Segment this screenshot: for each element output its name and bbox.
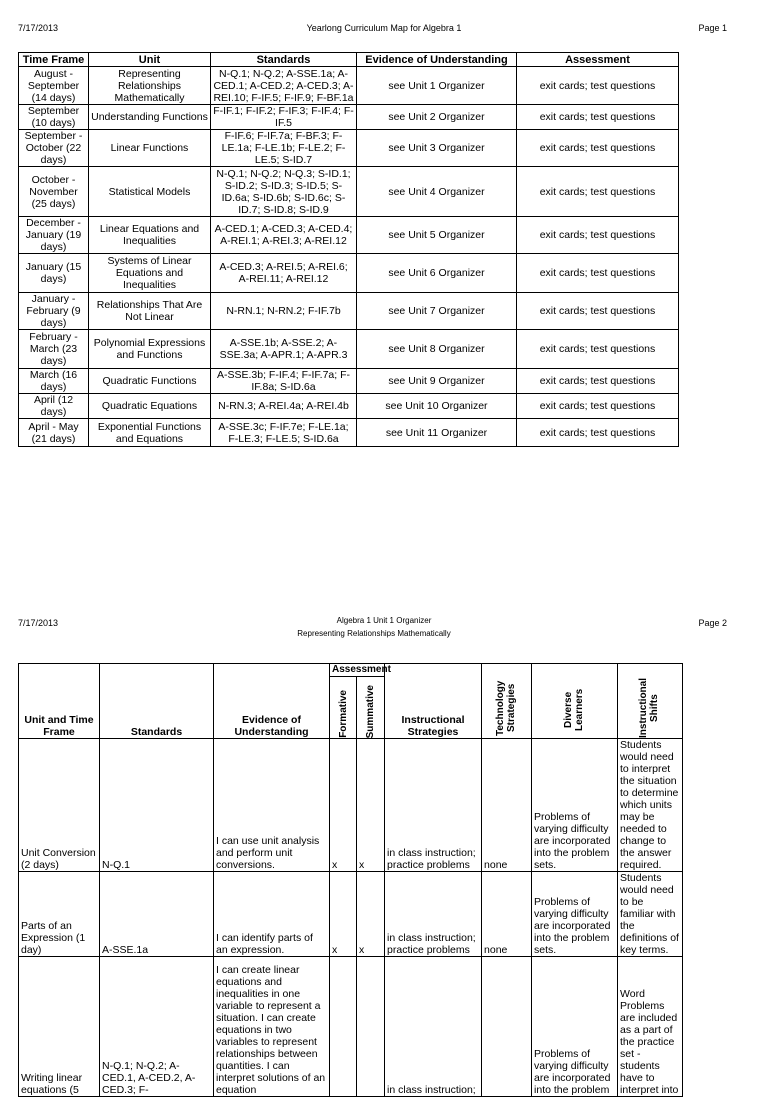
table-row: [19, 394, 679, 419]
page1-title: Yearlong Curriculum Map for Algebra 1: [306, 23, 462, 33]
cell-evidence: I can identify parts of an expression.: [214, 872, 330, 957]
cell-unit: Polynomial Expressions and Functions: [89, 330, 211, 369]
cell-assessment: exit cards; test questions: [517, 293, 679, 330]
cell-diverse: Problems of varying difficulty are incorporated into the problem: [532, 957, 618, 1097]
page2-page-number: Page 2: [698, 618, 727, 628]
cell-standards: A-SSE.1a: [100, 872, 214, 957]
cell-evidence: see Unit 6 Organizer: [357, 254, 517, 293]
table-header-row: [19, 53, 679, 67]
col-time-frame: Time Frame: [19, 53, 89, 67]
cell-formative: x: [330, 739, 357, 872]
col-unit-time-frame: Unit and Time Frame: [19, 664, 100, 739]
cell-technology: none: [482, 872, 532, 957]
cell-assessment: exit cards; test questions: [517, 105, 679, 130]
cell-assessment: exit cards; test questions: [517, 130, 679, 167]
cell-evidence: see Unit 3 Organizer: [357, 130, 517, 167]
col-assessment: Assessment: [517, 53, 679, 67]
cell-standards: A-SSE.3c; F-IF.7e; F-LE.1a; F-LE.3; F-LE.5; S-ID.6a: [211, 419, 357, 447]
cell-unit: Systems of Linear Equations and Inequalities: [89, 254, 211, 293]
table-row: [19, 130, 679, 167]
cell-time: December - January (19 days): [19, 217, 89, 254]
cell-summative: x: [357, 739, 385, 872]
cell-time: January (15 days): [19, 254, 89, 293]
cell-standards: F-IF.6; F-IF.7a; F-BF.3; F-LE.1a; F-LE.1b; F-LE.2; F-LE.5; S-ID.7: [211, 130, 357, 167]
table-row: [19, 167, 679, 217]
cell-summative: x: [357, 872, 385, 957]
cell-evidence: see Unit 2 Organizer: [357, 105, 517, 130]
table-row: [19, 957, 683, 1097]
col-standards: Standards: [211, 53, 357, 67]
table-row: [19, 293, 679, 330]
cell-unit: Parts of an Expression (1 day): [19, 872, 100, 957]
cell-assessment: exit cards; test questions: [517, 67, 679, 105]
table-row: [19, 419, 679, 447]
cell-assessment: exit cards; test questions: [517, 217, 679, 254]
col-evidence-2: Evidence of Understanding: [214, 664, 330, 739]
cell-unit: Quadratic Equations: [89, 394, 211, 419]
cell-unit: Linear Equations and Inequalities: [89, 217, 211, 254]
cell-time: October - November (25 days): [19, 167, 89, 217]
cell-unit: Statistical Models: [89, 167, 211, 217]
col-unit: Unit: [89, 53, 211, 67]
cell-evidence: see Unit 7 Organizer: [357, 293, 517, 330]
col-technology-strategies: Technology Strategies: [482, 664, 532, 739]
cell-unit: Exponential Functions and Equations: [89, 419, 211, 447]
cell-evidence: see Unit 8 Organizer: [357, 330, 517, 369]
cell-shifts: Students would need to be familiar with the definitions of key terms.: [618, 872, 683, 957]
page2-date: 7/17/2013: [18, 618, 59, 628]
table-row: [19, 369, 679, 394]
cell-shifts: Students would need to interpret the situation to determine which units may be needed to change to the answer required.: [618, 739, 683, 872]
cell-evidence: see Unit 4 Organizer: [357, 167, 517, 217]
cell-assessment: exit cards; test questions: [517, 394, 679, 419]
cell-evidence: see Unit 5 Organizer: [357, 217, 517, 254]
cell-evidence: I can create linear equations and inequalities in one variable to represent a situation. I can create equations in two variables to represent relationships between quantities. I can interpret solutions of an equation: [214, 957, 330, 1097]
table-row: [19, 254, 679, 293]
cell-evidence: see Unit 9 Organizer: [357, 369, 517, 394]
page1-date: 7/17/2013: [18, 23, 59, 33]
col-diverse-learners: Diverse Learners: [532, 664, 618, 739]
cell-unit: Writing linear equations (5: [19, 957, 100, 1097]
cell-assessment: exit cards; test questions: [517, 254, 679, 293]
page2-title: Algebra 1 Unit 1 Organizer: [336, 616, 432, 625]
unit-organizer-table: [18, 663, 683, 1097]
cell-unit: Linear Functions: [89, 130, 211, 167]
col-instructional-strategies: Instructional Strategies: [385, 664, 482, 739]
col-assessment-2: Assessment: [330, 664, 385, 677]
cell-technology: none: [482, 739, 532, 872]
cell-time: April - May (21 days): [19, 419, 89, 447]
cell-instructional: in class instruction;: [385, 957, 482, 1097]
col-evidence: Evidence of Understanding: [357, 53, 517, 67]
col-instructional-shifts: Instructional Shifts: [618, 664, 683, 739]
col-standards-2: Standards: [100, 664, 214, 739]
table-row: [19, 739, 683, 872]
cell-unit: Representing Relationships Mathematically: [89, 67, 211, 105]
page2-subtitle: Representing Relationships Mathematically: [297, 629, 451, 638]
cell-unit: Understanding Functions: [89, 105, 211, 130]
cell-time: April (12 days): [19, 394, 89, 419]
cell-time: September (10 days): [19, 105, 89, 130]
cell-formative: [330, 957, 357, 1097]
cell-standards: A-CED.3; A-REI.5; A-REI.6; A-REI.11; A-REI.12: [211, 254, 357, 293]
cell-unit: Quadratic Functions: [89, 369, 211, 394]
page1-page-number: Page 1: [698, 23, 727, 33]
cell-standards: N-Q.1: [100, 739, 214, 872]
table-row: [19, 105, 679, 130]
cell-evidence: see Unit 10 Organizer: [357, 394, 517, 419]
cell-standards: N-RN.1; N-RN.2; F-IF.7b: [211, 293, 357, 330]
cell-instructional: in class instruction; practice problems: [385, 872, 482, 957]
cell-standards: F-IF.1; F-IF.2; F-IF.3; F-IF.4; F-IF.5: [211, 105, 357, 130]
table-row: [19, 872, 683, 957]
cell-diverse: Problems of varying difficulty are incorporated into the problem sets.: [532, 739, 618, 872]
cell-standards: A-CED.1; A-CED.3; A-CED.4; A-REI.1; A-REI.3; A-REI.12: [211, 217, 357, 254]
cell-time: September - October (22 days): [19, 130, 89, 167]
table-row: [19, 67, 679, 105]
cell-time: March (16 days): [19, 369, 89, 394]
cell-shifts: Word Problems are included as a part of the practice set - students have to interpret into: [618, 957, 683, 1097]
table-row: [19, 217, 679, 254]
cell-evidence: I can use unit analysis and perform unit conversions.: [214, 739, 330, 872]
cell-standards: N-Q.1; N-Q.2; A-CED.1, A-CED.2, A-CED.3; F-: [100, 957, 214, 1097]
col-formative: Formative: [330, 677, 357, 739]
cell-assessment: exit cards; test questions: [517, 369, 679, 394]
cell-instructional: in class instruction; practice problems: [385, 739, 482, 872]
cell-summative: [357, 957, 385, 1097]
cell-time: February - March (23 days): [19, 330, 89, 369]
col-summative: Summative: [357, 677, 385, 739]
cell-formative: x: [330, 872, 357, 957]
cell-standards: A-SSE.3b; F-IF.4; F-IF.7a; F-IF.8a; S-ID.6a: [211, 369, 357, 394]
cell-assessment: exit cards; test questions: [517, 330, 679, 369]
cell-standards: N-Q.1; N-Q.2; A-SSE.1a; A-CED.1; A-CED.2; A-CED.3; A-REI.10; F-IF.5; F-IF.9; F-BF.1a: [211, 67, 357, 105]
cell-standards: A-SSE.1b; A-SSE.2; A-SSE.3a; A-APR.1; A-APR.3: [211, 330, 357, 369]
cell-standards: N-Q.1; N-Q.2; N-Q.3; S-ID.1; S-ID.2; S-ID.3; S-ID.5; S-ID.6a; S-ID.6b; S-ID.6c; S-ID.7; S-ID.8; S-ID.9: [211, 167, 357, 217]
cell-assessment: exit cards; test questions: [517, 419, 679, 447]
cell-standards: N-RN.3; A-REI.4a; A-REI.4b: [211, 394, 357, 419]
cell-evidence: see Unit 1 Organizer: [357, 67, 517, 105]
curriculum-map-table: [18, 52, 679, 447]
cell-unit: Unit Conversion (2 days): [19, 739, 100, 872]
cell-diverse: Problems of varying difficulty are incorporated into the problem sets.: [532, 872, 618, 957]
cell-evidence: see Unit 11 Organizer: [357, 419, 517, 447]
cell-time: January - February (9 days): [19, 293, 89, 330]
table-row: [19, 330, 679, 369]
cell-assessment: exit cards; test questions: [517, 167, 679, 217]
cell-technology: [482, 957, 532, 1097]
cell-unit: Relationships That Are Not Linear: [89, 293, 211, 330]
cell-time: August - September (14 days): [19, 67, 89, 105]
